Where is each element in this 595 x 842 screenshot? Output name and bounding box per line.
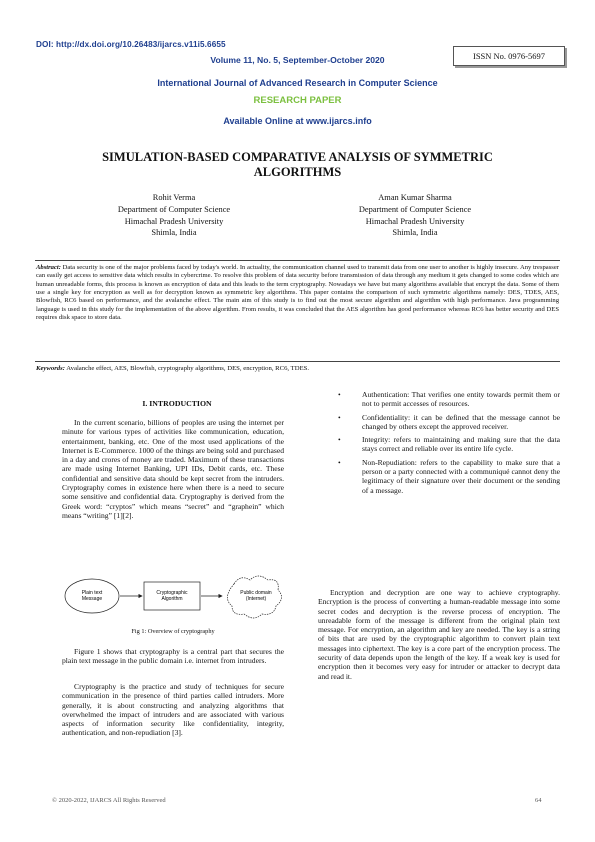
section-heading-introduction: I. INTRODUCTION [142,399,212,408]
paper-type: RESEARCH PAPER [253,95,342,106]
page-number: 64 [535,797,542,804]
author-univ: Himachal Pradesh University [124,216,224,226]
author-city: Shimla, India [151,228,197,238]
abstract [36,264,559,322]
author-dept: Department of Computer Science [117,204,231,214]
node-public-domain-label: Public domain (Internet) [240,590,272,602]
paragraph-text: Figure 1 shows that cryptography is a central part that secures the plain text message in the public domain i.e. internet from intruders. [62,647,284,666]
list-item-text: Integrity: refers to maintaining and making sure that the data stays correct and reliable over its entire life cycle. [362,435,560,454]
keywords-text: Avalanche effect, AES, Blowfish, cryptography algorithms, DES, encryption, RC6, TDES. [66,365,310,372]
list-item-text: Confidentiality: it can be defined that the message cannot be changed by others except the approved receiver. [362,412,560,431]
author-dept: Department of Computer Science [358,204,472,214]
abstract-text: Data security is one of the major problems faced by today's world. In actuality, the communication channel used to transmit data from one user to another is highly insecure. Any trespasser can easily get access to sensitive data which results in cybercrime. To resolve this problem of data security before transmission of data through any medium it gets changed to some codes which are human unreadable forms, this process is known as encryption of data and this leads to the term cryptography. Nowadays we have but many algorithms available that encrypt the data. Some of them use a single key for encryption as well as for decryption known as symmetric key algorithms. This paper contains the comparison of such symmetric algorithms namely: DES, TDES, AES, Blowfish, RC6 based on performance, and the avalanche effect. The main aim of this study is to find out the most secure algorithm and algorithm with high performance. Java programming language is used in this study for the implementation of the above algorithm. From results, it was concluded that the AES algorithm has good performance whereas RC6 has better security and DES requires disk space to store data. [36,264,559,322]
bullet-icon: • [338,412,341,422]
paper-title [70,150,525,180]
list-item-text: Non-Repudiation: refers to the capability to make sure that a person or a party connected with a communiqué cannot deny the legitimacy of their signature over their document or the sending of a message. [362,457,560,495]
author-block-1 [84,192,264,239]
bullet-icon: • [338,435,341,445]
encryption-paragraph [318,588,560,681]
figure-caption: Fig 1: Overview of cryptography [131,628,215,635]
keywords [36,365,559,374]
list-item-text: Authentication: That verifies one entity towards permit them or not to permit accesses of resources. [362,390,560,409]
abstract-label: Abstract: [36,264,61,271]
bullet-icon: • [338,457,341,467]
doi-link[interactable]: DOI: http://dx.doi.org/10.26483/ijarcs.v11i5.6655 [36,40,226,49]
author-name: Aman Kumar Sharma [378,193,452,202]
title-line-1: SIMULATION-BASED COMPARATIVE ANALYSIS OF SYMMETRIC [102,150,493,164]
issn-box: ISSN No. 0976-5697 [453,46,565,66]
paragraph-text: Encryption and decryption are one way to achieve cryptography. Encryption is the process of converting a human-readable message into some secret codes and decryption is the reverse process of encryption. The unreadable form of the message is different from the original plain text message. For encryption, an algorithm and key are needed. The key is a string of bits that are used by the cryptographic algorithm to convert plain text messages into ciphertext. The key is a core part of the encryption process. The security of data depends upon the length of the key. If a weak key is used for encryption then it becomes very easy for intruder or attacker to decrypt data and read it. [318,588,560,681]
author-name: Rohit Verma [152,193,196,202]
title-line-2: ALGORITHMS [253,165,342,179]
author-univ: Himachal Pradesh University [365,216,465,226]
footer-copyright: © 2020-2022, IJARCS All Rights Reserved [52,797,166,804]
node-algorithm-label: Cryptographic Algorithm [156,590,188,602]
paragraph-text: In the current scenario, billions of peoples are using the internet per minute for various types of activities like communication, education, entertainment, banking, etc. One of the most used applications of the Internet is E-Commerce. 1000 of the things are being sold and purchased in a day and crores of money are traded. Maximum of these transactions are made using Internet Banking, UPI IDs, Debit cards, etc. These confidential and sensitive data should be kept secret from the intruders. Cryptography comes in existence here when there is a need to secure some sensitive and confidential data. Cryptography is derived from the Greek word: “cryptos” which means “secret” and “graphein” which means “writing” [1][2]. [62,418,284,520]
journal-name: International Journal of Advanced Research in Computer Science [157,78,438,88]
intro-paragraph-1 [62,418,284,520]
list-item [318,458,560,495]
intro-paragraph-2 [62,647,284,666]
intro-paragraph-3 [62,682,284,738]
author-block-2 [325,192,505,239]
list-item [318,413,560,432]
availability-link[interactable]: Available Online at www.ijarcs.info [223,116,372,126]
list-item [318,435,560,454]
security-aspects-list [318,390,560,499]
volume-info: Volume 11, No. 5, September-October 2020 [210,55,385,65]
figure-diagram [62,572,284,622]
list-item [318,390,560,409]
keywords-label: Keywords: [36,365,65,372]
paragraph-text: Cryptography is the practice and study of techniques for secure communication in the presence of third parties called intruders. More generally, it is about constructing and analyzing algorithms that overwhelmed the impact of intruders and are associated with various aspects of information security like confidentiality, integrity, authentication, and non-repudiation [3]. [62,682,284,738]
bullet-icon: • [338,390,341,399]
figure-cryptography-overview [62,572,284,622]
node-plain-text-label: Plain text Message [81,590,103,602]
author-city: Shimla, India [392,228,438,238]
